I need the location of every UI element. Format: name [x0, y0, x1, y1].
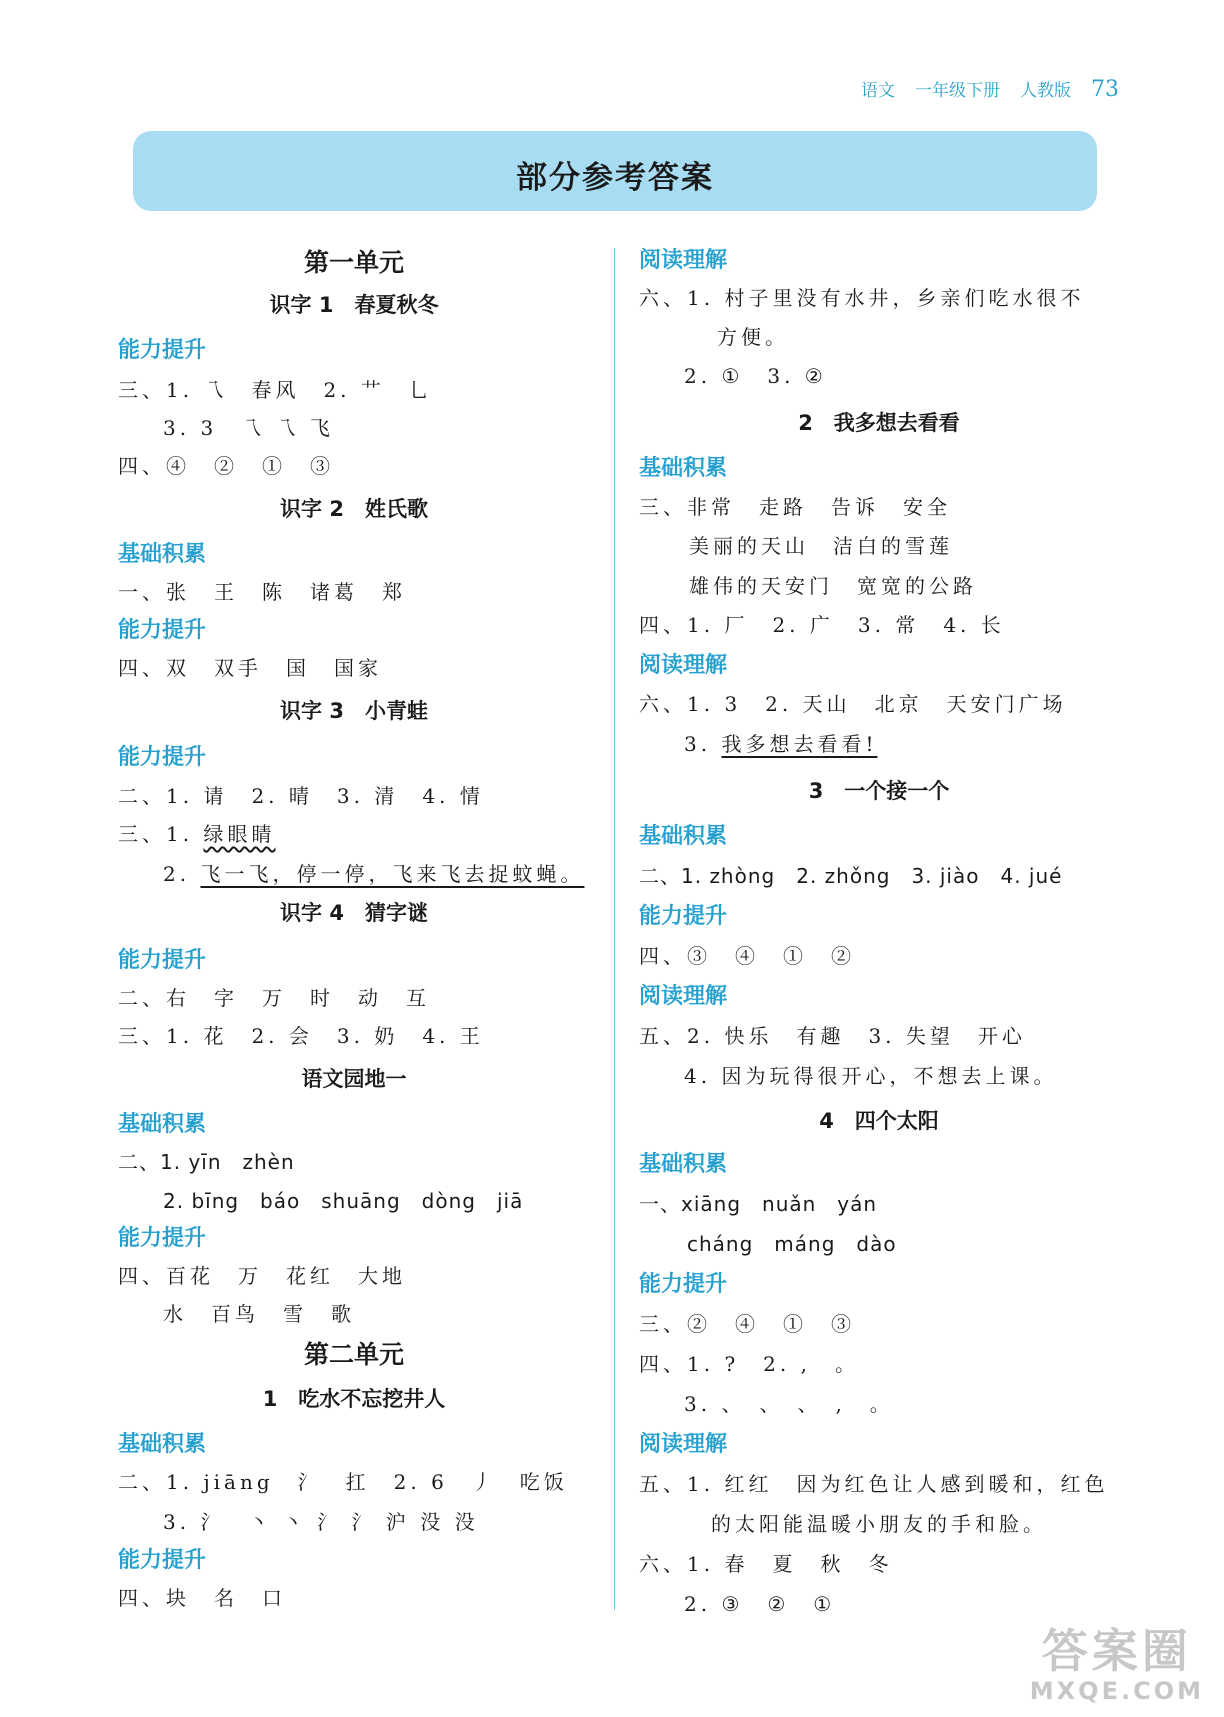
answer-line [639, 864, 1062, 888]
answer-line: 的太阳能温暖小朋友的手和脸。 [711, 1512, 1047, 1536]
section-label: 阅读理解 [639, 984, 728, 1009]
lesson-heading: 识字 2 姓氏歌 [280, 497, 428, 521]
header-subject: 语文 [861, 81, 895, 101]
answer-line: 四、③ ④ ① ② [639, 944, 855, 968]
answer-line: 3. 3 乁 乁 飞 [163, 416, 334, 440]
section-label: 阅读理解 [639, 1432, 728, 1457]
answer-line [687, 1232, 897, 1256]
section-label: 能力提升 [118, 745, 207, 770]
answer-line: 2. ③ ② ① [684, 1592, 836, 1616]
site-watermark [1030, 1625, 1204, 1705]
answer-line: 雄伟的天安门 宽宽的公路 [689, 574, 977, 598]
answer-line: 四、1. 厂 2. 广 3. 常 4. 长 [639, 613, 1005, 637]
answer-line: 2. ① 3. ② [684, 364, 827, 388]
page-title: 部分参考答案 [516, 160, 714, 196]
answer-line: 二、右 字 万 时 动 互 [118, 986, 430, 1010]
answer-line: 六、1. 村子里没有水井，乡亲们吃水很不 [639, 286, 1085, 310]
wavy-underlined-answer: 绿眼睛 [203, 822, 276, 846]
answer-line [163, 1189, 523, 1213]
page-header [861, 76, 1119, 102]
section-label: 基础积累 [639, 824, 728, 849]
answer-line: 三、1. 花 2. 会 3. 奶 4. 王 [118, 1024, 484, 1048]
lesson-heading: 1 吃水不忘挖井人 [262, 1387, 446, 1411]
section-label: 阅读理解 [639, 248, 728, 273]
lesson-heading: 2 我多想去看看 [798, 411, 960, 435]
answer-line: 3. 氵 丶 丶 氵 氵 沪 没 没 [163, 1510, 479, 1534]
unit-heading: 第一单元 [303, 248, 404, 277]
watermark-logo-text: 答案圈 [1041, 1624, 1192, 1678]
lesson-heading: 3 一个接一个 [808, 779, 950, 803]
lesson-heading: 识字 3 小青蛙 [280, 699, 428, 723]
section-label: 能力提升 [118, 618, 207, 643]
lesson-heading: 4 四个太阳 [819, 1109, 939, 1133]
answer-line: 三、1. 乁 春风 2. 艹 乚 [118, 378, 433, 402]
answer-prefix: 2. [163, 862, 201, 886]
section-label: 能力提升 [118, 948, 207, 973]
section-label: 能力提升 [118, 1226, 207, 1251]
section-label: 能力提升 [639, 1272, 728, 1297]
section-label: 能力提升 [118, 1548, 207, 1573]
answer-line [118, 822, 275, 846]
column-divider [614, 248, 615, 1610]
watermark-url: MXQE.COM [1029, 1677, 1204, 1705]
answer-line: 方便。 [717, 325, 789, 349]
pinyin-answer: 二、1. zhòng 2. zhǒng 3. jiào 4. jué [639, 864, 1063, 888]
answer-line [163, 862, 584, 886]
lesson-heading: 识字 1 春夏秋冬 [269, 293, 439, 317]
answer-prefix: 三、1. [118, 822, 204, 846]
answer-line: 四、百花 万 花红 大地 [118, 1264, 406, 1288]
answer-line [118, 1150, 295, 1174]
section-label: 基础积累 [118, 1112, 207, 1137]
answer-line: 三、② ④ ① ③ [639, 1312, 855, 1336]
unit-heading: 第二单元 [303, 1340, 404, 1369]
answer-line [639, 1192, 877, 1216]
answer-line: 五、1. 红红 因为红色让人感到暖和，红色 [639, 1472, 1109, 1496]
pinyin-answer: 2. bīng báo shuāng dòng jiā [163, 1189, 524, 1213]
header-edition: 人教版 [1020, 81, 1071, 101]
answer-line: 四、块 名 口 [118, 1586, 286, 1610]
answer-line: 二、1. jiāng 氵 扛 2. 6 丿 吃饭 [118, 1470, 568, 1494]
section-label: 基础积累 [118, 1432, 207, 1457]
pinyin-answer: 二、1. yīn zhèn [118, 1150, 295, 1174]
answer-line: 四、④ ② ① ③ [118, 454, 334, 478]
answer-prefix: 3. [684, 732, 722, 756]
page-number: 73 [1091, 77, 1119, 102]
answer-line: 4. 因为玩得很开心，不想去上课。 [684, 1064, 1058, 1088]
title-banner [133, 131, 1097, 211]
lesson-heading: 语文园地一 [301, 1067, 407, 1091]
underlined-answer: 飞一飞，停一停，飞来飞去捉蚊蝇。 [200, 862, 585, 886]
underlined-answer: 我多想去看看! [721, 732, 878, 756]
answer-line: 美丽的天山 洁白的雪莲 [689, 534, 953, 558]
lesson-heading: 识字 4 猜字谜 [280, 901, 428, 925]
answer-line: 六、1. 3 2. 天山 北京 天安门广场 [639, 692, 1067, 716]
section-label: 基础积累 [639, 456, 728, 481]
section-label: 阅读理解 [639, 653, 728, 678]
answer-line: 二、1. 请 2. 晴 3. 清 4. 情 [118, 784, 484, 808]
answer-line: 四、双 双手 国 国家 [118, 656, 382, 680]
answer-line: 一、张 王 陈 诸葛 郑 [118, 580, 406, 604]
answer-line: 四、1. ? 2. , 。 [639, 1352, 859, 1376]
section-label: 能力提升 [118, 338, 207, 363]
answer-line [684, 732, 878, 756]
answer-line: 3. 、 、 、 , 。 [684, 1392, 894, 1416]
answer-line: 六、1. 春 夏 秋 冬 [639, 1552, 893, 1576]
pinyin-answer: cháng máng dào [687, 1232, 897, 1256]
section-label: 基础积累 [118, 542, 207, 567]
answer-line: 五、2. 快乐 有趣 3. 失望 开心 [639, 1024, 1026, 1048]
section-label: 能力提升 [639, 904, 728, 929]
section-label: 基础积累 [639, 1152, 728, 1177]
pinyin-answer: 一、xiāng nuǎn yán [639, 1192, 878, 1216]
answer-line: 水 百鸟 雪 歌 [163, 1302, 355, 1326]
answer-line: 三、非常 走路 告诉 安全 [639, 495, 951, 519]
header-grade: 一年级下册 [915, 81, 1000, 101]
